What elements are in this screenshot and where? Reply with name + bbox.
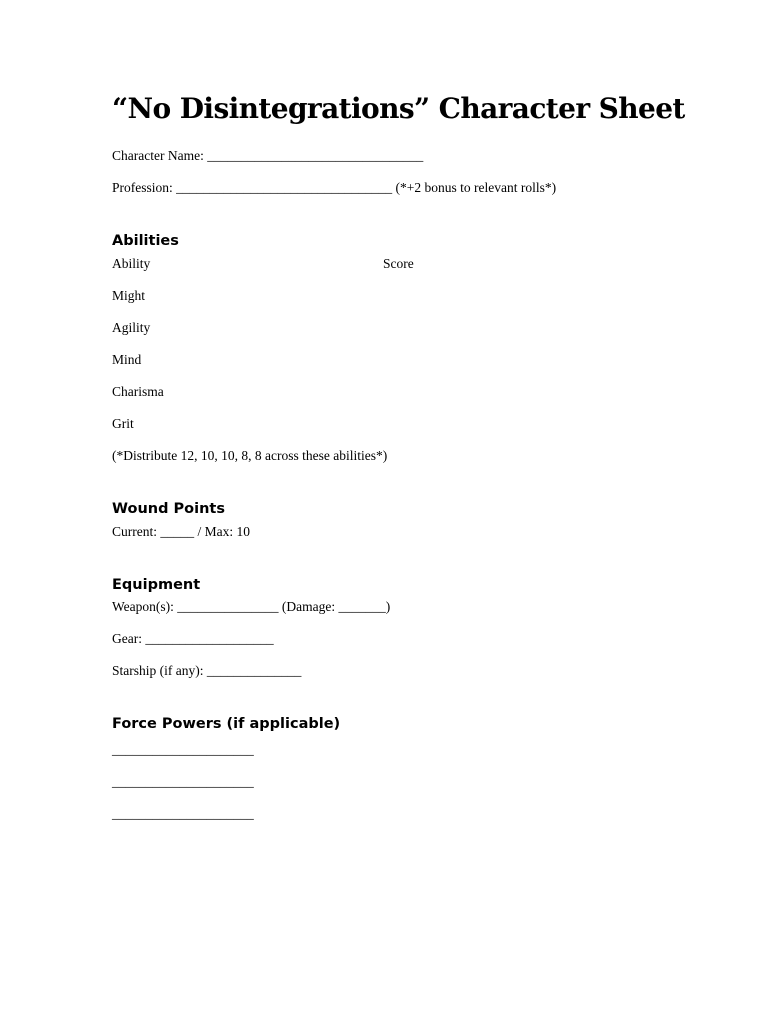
character-name-field: Character Name: ________________________________ <box>112 148 424 163</box>
force-powers-heading: Force Powers (if applicable) <box>112 716 341 732</box>
abilities-heading: Abilities <box>112 233 179 249</box>
force-power-blank-1: _____________________ <box>112 742 254 757</box>
ability-agility: Agility <box>112 320 151 335</box>
abilities-note: (*Distribute 12, 10, 10, 8, 8 across these abilities*) <box>112 448 388 463</box>
ability-might: Might <box>112 288 146 303</box>
wound-points-line: Current: _____ / Max: 10 <box>112 524 250 539</box>
starship-field: Starship (if any): ______________ <box>112 663 302 678</box>
force-power-blank-2: _____________________ <box>112 774 254 789</box>
ability-mind: Mind <box>112 352 142 367</box>
score-column-header: Score <box>383 256 414 271</box>
gear-field: Gear: ___________________ <box>112 631 274 646</box>
weapons-field: Weapon(s): _______________ (Damage: _______) <box>112 599 391 614</box>
ability-column-header: Ability <box>112 256 151 271</box>
ability-charisma: Charisma <box>112 384 164 399</box>
ability-grit: Grit <box>112 416 134 431</box>
page-title: “No Disintegrations” Character Sheet <box>112 92 685 125</box>
profession-field: Profession: ________________________________ (*+2 bonus to relevant rolls*) <box>112 180 557 195</box>
force-power-blank-3: _____________________ <box>112 806 254 821</box>
wound-points-heading: Wound Points <box>112 501 225 517</box>
equipment-heading: Equipment <box>112 577 201 593</box>
